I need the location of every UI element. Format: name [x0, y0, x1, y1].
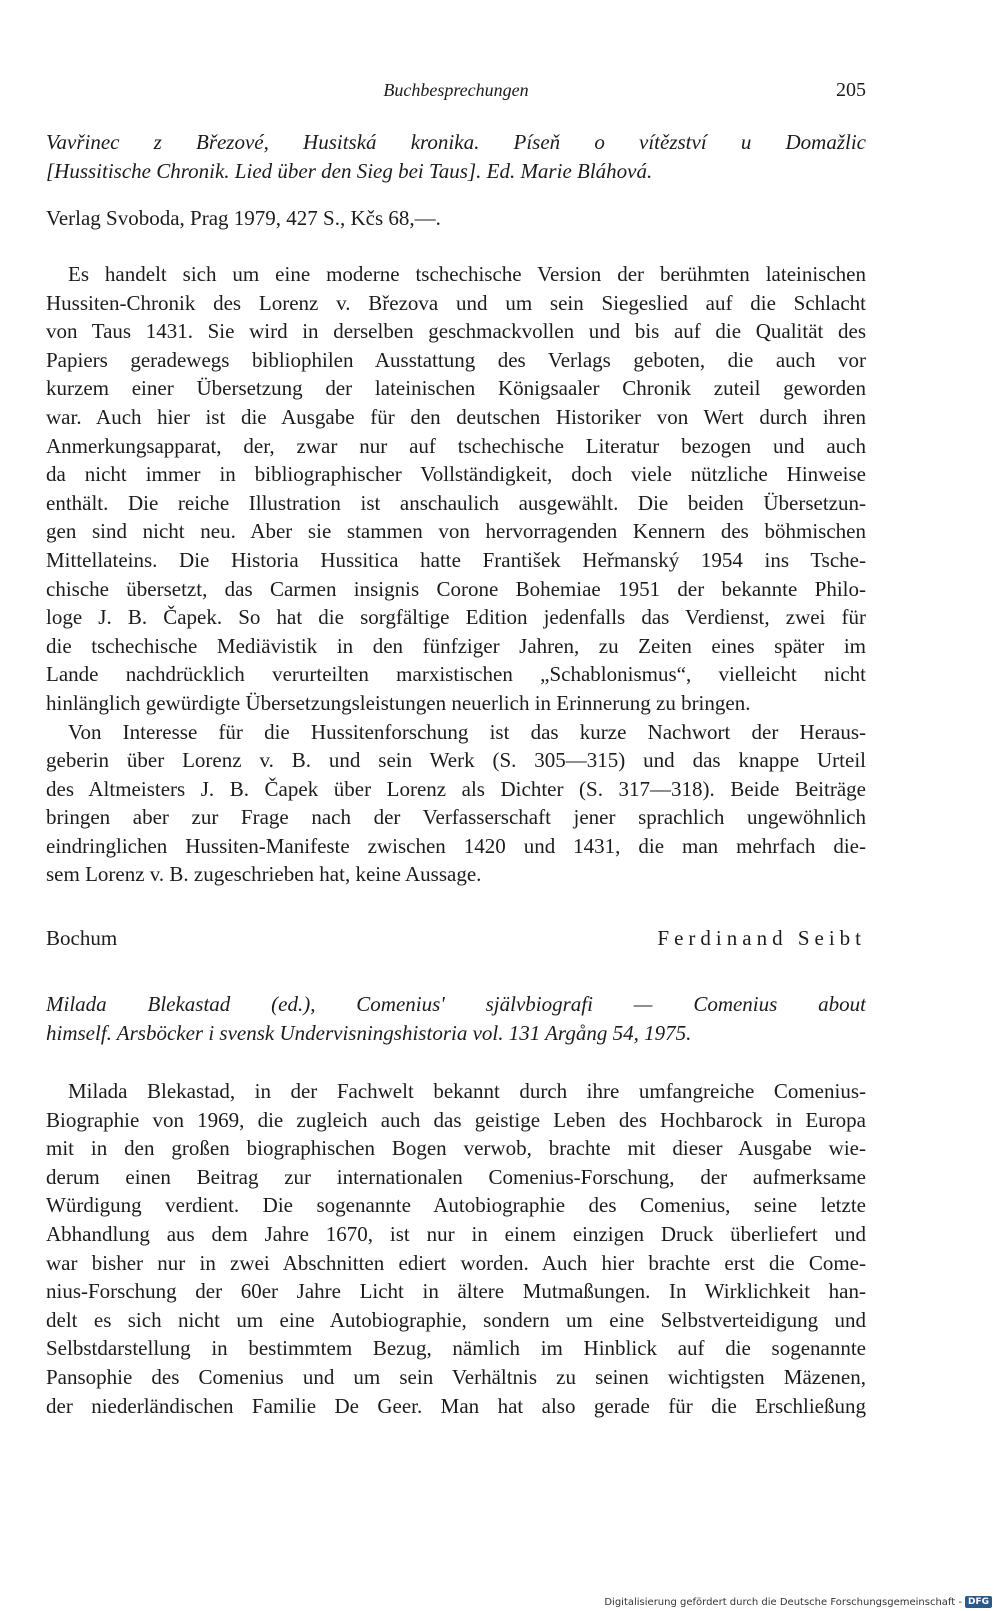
body-line: des Altmeisters J. B. Čapek über Lorenz als Dichter (S. 317—318). Beide Beiträge — [46, 776, 866, 801]
body-line: Lande nachdrücklich verurteilten marxistischen „Schablonismus“, vielleicht nicht — [46, 662, 866, 687]
citation-line: Vavřinec z Březové, Husitská kronika. Píseň o vítězství u Domažlic — [46, 130, 866, 154]
body-line: hinlänglich gewürdigte Übersetzungsleistungen neuerlich in Erinnerung zu bringen. — [46, 690, 751, 715]
body-line: mit in den großen biographischen Bogen verwob, brachte mit dieser Ausgabe wie- — [46, 1136, 866, 1161]
signature-name: Ferdinand Seibt — [657, 926, 866, 950]
body-line: enthält. Die reiche Illustration ist anschaulich ausgewählt. Die beiden Übersetzun- — [46, 490, 866, 515]
body-line: Papiers geradewegs bibliophilen Ausstattung des Verlags geboten, die auch vor — [46, 347, 866, 372]
page-number: 205 — [836, 79, 866, 101]
body-line: von Taus 1431. Sie wird in derselben geschmackvollen und bis auf die Qualität des — [46, 319, 866, 344]
body-line: kurzem einer Übersetzung der lateinischen Königsaaler Chronik zuteil geworden — [46, 376, 866, 401]
citation-line: himself. Arsböcker i svensk Undervisningshistoria vol. 131 Argång 54, 1975. — [46, 1020, 692, 1045]
body-line: war. Auch hier ist die Ausgabe für den deutschen Historiker von Wert durch ihren — [46, 404, 866, 429]
digitization-credit — [604, 1596, 992, 1608]
running-head — [46, 77, 866, 107]
body-line: Hussiten-Chronik des Lorenz v. Březova und um sein Siegeslied auf die Schlacht — [46, 290, 866, 315]
review2-body — [46, 1077, 866, 1420]
signature-place: Bochum — [46, 926, 118, 950]
review1-citation — [46, 128, 866, 185]
body-line: Milada Blekastad, in der Fachwelt bekannt durch ihre umfangreiche Comenius- — [68, 1079, 866, 1103]
body-line: derum einen Beitrag zur internationalen Comenius-Forschung, der aufmerksame — [46, 1164, 866, 1189]
body-line: nius-Forschung der 60er Jahre Licht in ältere Mutmaßungen. In Wirklichkeit han- — [46, 1279, 866, 1304]
body-line: loge J. B. Čapek. So hat die sorgfältige Edition jedenfalls das Verdienst, zwei für — [46, 605, 866, 630]
body-line: Würdigung verdient. Die sogenannte Autobiographie des Comenius, seine letzte — [46, 1193, 866, 1218]
body-line: eindringlichen Hussiten-Manifeste zwischen 1420 und 1431, die man mehrfach die- — [46, 833, 866, 858]
review2-citation — [46, 990, 866, 1047]
body-line: Anmerkungsapparat, der, zwar nur auf tschechische Literatur bezogen und auch — [46, 433, 866, 458]
body-line: bringen aber zur Frage nach der Verfasserschaft jener sprachlich ungewöhnlich — [46, 805, 866, 830]
body-line: Abhandlung aus dem Jahre 1670, ist nur in einem einzigen Druck überliefert und — [46, 1221, 866, 1246]
body-line: chische übersetzt, das Carmen insignis Corone Bohemiae 1951 der bekannte Philo- — [46, 576, 866, 601]
body-line: Es handelt sich um eine moderne tschechische Version der berühmten lateinischen — [68, 262, 866, 286]
body-line: Mittellateins. Die Historia Hussitica hatte František Heřmanský 1954 ins Tsche- — [46, 547, 866, 572]
body-line: da nicht immer in bibliographischer Vollständigkeit, doch viele nützliche Hinweise — [46, 462, 866, 487]
body-line: Selbstdarstellung in bestimmtem Bezug, nämlich im Hinblick auf die sogenannte — [46, 1336, 866, 1361]
body-line: Von Interesse für die Hussitenforschung ist das kurze Nachwort der Heraus- — [68, 719, 866, 744]
body-line: Pansophie des Comenius und um sein Verhältnis zu seinen wichtigsten Mäzenen, — [46, 1364, 866, 1389]
body-line: der niederländischen Familie De Geer. Man hat also gerade für die Erschließung — [46, 1393, 866, 1418]
citation-line: [Hussitische Chronik. Lied über den Sieg bei Taus]. Ed. Marie Bláhová. — [46, 158, 653, 183]
publisher-line: Verlag Svoboda, Prag 1979, 427 S., Kčs 68,—. — [46, 206, 441, 230]
credit-text: Digitalisierung gefördert durch die Deutsche Forschungsgemeinschaft - — [604, 1596, 962, 1608]
body-line: gen sind nicht neu. Aber sie stammen von hervorragenden Kennern des böhmischen — [46, 519, 866, 544]
review1-body — [46, 260, 866, 889]
review1-publisher — [46, 204, 866, 233]
body-line: die tschechische Mediävistik in den fünfziger Jahren, zu Zeiten eines später im — [46, 633, 866, 658]
citation-line: Milada Blekastad (ed.), Comenius' självbiografi — Comenius about — [46, 992, 866, 1016]
body-line: war bisher nur in zwei Abschnitten ediert worden. Auch hier brachte erst die Come- — [46, 1250, 866, 1275]
body-line: geberin über Lorenz v. B. und sein Werk (S. 305—315) und das knappe Urteil — [46, 748, 866, 773]
dfg-logo-icon: DFG — [965, 1596, 992, 1608]
body-line: delt es sich nicht um eine Autobiographie, sondern um eine Selbstverteidigung und — [46, 1307, 866, 1332]
review1-signature — [46, 926, 866, 956]
section-title: Buchbesprechungen — [383, 80, 529, 100]
body-line: sem Lorenz v. B. zugeschrieben hat, keine Aussage. — [46, 862, 482, 887]
body-line: Biographie von 1969, die zugleich auch das geistige Leben des Hochbarock in Europa — [46, 1107, 866, 1132]
